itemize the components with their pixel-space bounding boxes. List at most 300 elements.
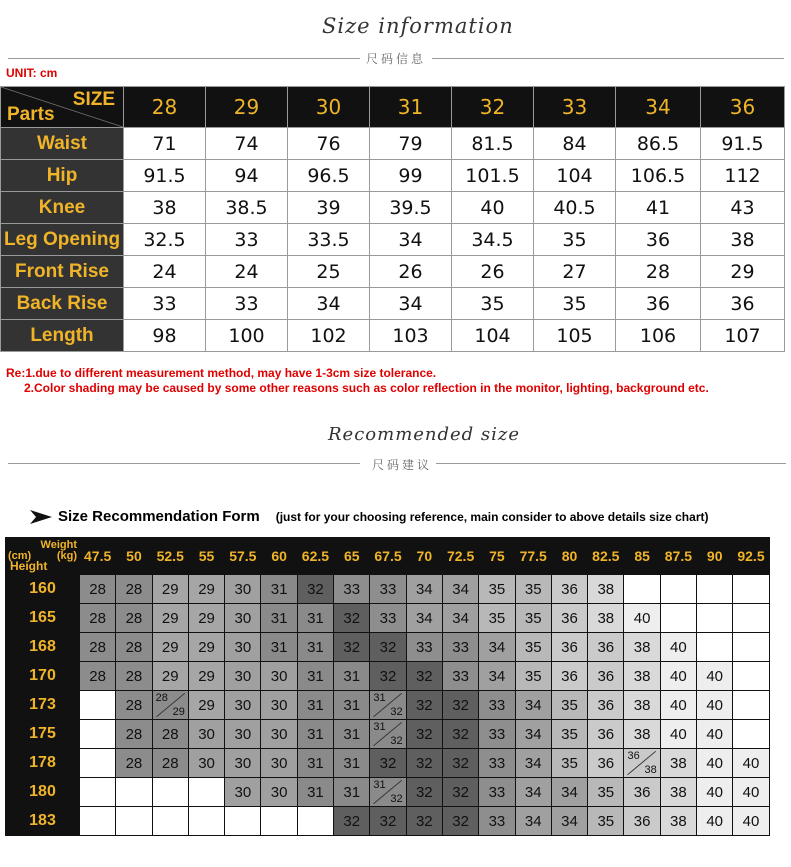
recommended-size-cell: 30 xyxy=(189,720,224,748)
recommended-size-cell: 36 xyxy=(588,691,623,719)
recommended-size-cell: 34 xyxy=(479,662,514,690)
recommended-size-cell: 30 xyxy=(261,749,296,777)
recommended-size-cell: 31 xyxy=(334,778,369,806)
recommended-size-cell xyxy=(624,575,659,603)
recommended-size-cell: 36 xyxy=(588,749,623,777)
recommended-size-cell: 40 xyxy=(624,604,659,632)
height-header: 183 xyxy=(6,807,79,835)
recommended-size-cell: 34 xyxy=(443,575,478,603)
recommended-size-cell: 34 xyxy=(479,633,514,661)
part-name: Knee xyxy=(1,192,124,224)
recommended-size-cell xyxy=(116,807,151,835)
recommended-size-cell xyxy=(370,778,405,806)
recommended-size-cell: 36 xyxy=(588,720,623,748)
recommended-size-cell xyxy=(733,604,768,632)
split-size-b: 32 xyxy=(390,706,403,718)
recommended-size-cell: 32 xyxy=(407,691,442,719)
recommended-size-cell: 40 xyxy=(697,807,732,835)
height-header: 168 xyxy=(6,633,79,661)
recommended-size-cell xyxy=(225,807,260,835)
recommended-size-cell: 31 xyxy=(261,604,296,632)
measurement-cell: 112 xyxy=(701,160,785,192)
recommendation-form-heading xyxy=(30,508,708,525)
recommended-size-cell: 32 xyxy=(334,633,369,661)
measurement-cell: 35 xyxy=(452,288,534,320)
measurement-cell: 100 xyxy=(206,320,288,352)
recommended-size-cell: 36 xyxy=(624,807,659,835)
recommended-size-cell xyxy=(80,720,115,748)
recommended-size-cell: 28 xyxy=(80,662,115,690)
split-size-a: 28 xyxy=(155,692,168,704)
recommended-size-cell: 40 xyxy=(697,720,732,748)
recommended-size-cell xyxy=(298,807,333,835)
size-recommendation-table xyxy=(5,537,770,836)
recommended-size-cell: 38 xyxy=(661,778,696,806)
weight-header: 70 xyxy=(407,538,442,574)
weight-header: 75 xyxy=(479,538,514,574)
measurement-cell: 32.5 xyxy=(124,224,206,256)
recommended-size-cell: 33 xyxy=(443,662,478,690)
note-line-1: Re:1.due to different measurement method, may have 1-3cm size tolerance. xyxy=(6,366,437,380)
recommended-size-cell: 32 xyxy=(407,662,442,690)
split-size-a: 31 xyxy=(373,779,386,791)
measurement-cell: 35 xyxy=(534,224,616,256)
measurement-cell: 81.5 xyxy=(452,128,534,160)
split-size-b: 38 xyxy=(644,764,657,776)
recommended-size-cell: 40 xyxy=(697,778,732,806)
parts-label: Parts xyxy=(7,104,55,125)
size-label: SIZE xyxy=(72,89,115,110)
weight-header: 80 xyxy=(552,538,587,574)
size-row xyxy=(1,128,785,160)
recommended-size-cell: 28 xyxy=(153,749,188,777)
form-note: (just for your choosing reference, main consider to above details size chart) xyxy=(275,510,709,524)
weight-header: 65 xyxy=(334,538,369,574)
recommended-size-cell: 38 xyxy=(624,720,659,748)
recommended-size-cell: 32 xyxy=(370,807,405,835)
size-chart-table xyxy=(0,86,785,352)
recommended-size-cell xyxy=(189,778,224,806)
recommended-size-cell: 35 xyxy=(552,691,587,719)
split-size-b: 29 xyxy=(172,706,185,718)
recommended-size-cell: 33 xyxy=(479,691,514,719)
size-row xyxy=(1,288,785,320)
recommended-size-cell: 40 xyxy=(661,720,696,748)
measurement-cell: 74 xyxy=(206,128,288,160)
recommended-size-cell: 40 xyxy=(661,662,696,690)
recommended-size-cell: 38 xyxy=(661,807,696,835)
recommended-size-cell: 33 xyxy=(479,807,514,835)
measurement-cell: 34 xyxy=(370,224,452,256)
measurement-cell: 91.5 xyxy=(701,128,785,160)
recommended-size-cell: 29 xyxy=(189,604,224,632)
size-information-subtitle: 尺码信息 xyxy=(366,52,427,66)
recommended-size-cell: 32 xyxy=(407,720,442,748)
unit-label: UNIT: cm xyxy=(6,66,58,80)
recommended-size-cell: 40 xyxy=(661,633,696,661)
recommended-size-cell xyxy=(80,749,115,777)
recommended-size-cell: 38 xyxy=(588,575,623,603)
height-row xyxy=(6,633,769,661)
recommended-size-cell xyxy=(697,575,732,603)
measurement-cell: 36 xyxy=(701,288,785,320)
recommended-size-cell: 30 xyxy=(225,691,260,719)
measurement-cell: 33.5 xyxy=(288,224,370,256)
header-divider xyxy=(436,463,786,464)
measurement-cell: 94 xyxy=(206,160,288,192)
recommended-size-cell: 30 xyxy=(225,778,260,806)
recommended-size-cell: 34 xyxy=(516,807,551,835)
measurement-cell: 36 xyxy=(616,224,701,256)
recommended-size-cell xyxy=(370,691,405,719)
recommended-size-cell: 32 xyxy=(443,691,478,719)
recommended-size-cell xyxy=(153,691,188,719)
size-row xyxy=(1,192,785,224)
recommended-size-cell xyxy=(733,633,768,661)
weight-height-corner xyxy=(6,538,79,574)
measurement-cell: 104 xyxy=(534,160,616,192)
measurement-cell: 35 xyxy=(534,288,616,320)
recommended-size-cell: 32 xyxy=(443,749,478,777)
recommended-size-cell xyxy=(80,807,115,835)
recommended-size-cell: 40 xyxy=(697,691,732,719)
size-header: 33 xyxy=(534,87,616,128)
measurement-cell: 101.5 xyxy=(452,160,534,192)
recommended-size-cell: 30 xyxy=(189,749,224,777)
recommended-size-cell: 38 xyxy=(588,604,623,632)
header-divider xyxy=(432,58,784,59)
recommended-size-cell: 32 xyxy=(443,778,478,806)
split-size-a: 31 xyxy=(373,692,386,704)
height-row xyxy=(6,575,769,603)
recommended-size-cell: 34 xyxy=(407,575,442,603)
recommended-size-cell: 29 xyxy=(189,691,224,719)
recommended-size-cell: 32 xyxy=(334,807,369,835)
recommended-size-cell: 29 xyxy=(153,604,188,632)
recommended-size-cell xyxy=(116,778,151,806)
recommended-size-cell: 32 xyxy=(370,662,405,690)
recommended-size-cell: 40 xyxy=(661,691,696,719)
size-header: 36 xyxy=(701,87,785,128)
recommended-size-cell xyxy=(733,720,768,748)
measurement-cell: 40 xyxy=(452,192,534,224)
recommended-size-cell: 36 xyxy=(552,633,587,661)
weight-header: 77.5 xyxy=(516,538,551,574)
recommended-size-cell: 38 xyxy=(624,691,659,719)
size-header: 29 xyxy=(206,87,288,128)
kg-label: (kg) xyxy=(56,550,77,562)
measurement-cell: 91.5 xyxy=(124,160,206,192)
measurement-cell: 71 xyxy=(124,128,206,160)
recommended-size-cell: 32 xyxy=(334,604,369,632)
measurement-cell: 107 xyxy=(701,320,785,352)
weight-header: 82.5 xyxy=(588,538,623,574)
measurement-cell: 98 xyxy=(124,320,206,352)
recommended-size-cell: 35 xyxy=(479,604,514,632)
recommended-size-cell: 35 xyxy=(516,604,551,632)
recommended-size-cell: 28 xyxy=(116,604,151,632)
recommended-size-cell: 31 xyxy=(334,662,369,690)
recommended-size-cell: 29 xyxy=(153,662,188,690)
recommended-size-cell: 28 xyxy=(116,662,151,690)
recommended-size-cell: 30 xyxy=(225,604,260,632)
weight-header: 72.5 xyxy=(443,538,478,574)
recommended-size-cell: 35 xyxy=(516,633,551,661)
recommended-size-cell xyxy=(733,575,768,603)
part-name: Leg Opening xyxy=(1,224,124,256)
height-row xyxy=(6,807,769,835)
recommended-size-cell: 40 xyxy=(697,749,732,777)
recommended-size-cell: 34 xyxy=(516,778,551,806)
notes xyxy=(6,366,709,396)
height-row xyxy=(6,720,769,748)
recommended-size-cell: 28 xyxy=(80,604,115,632)
recommended-size-cell: 30 xyxy=(225,575,260,603)
measurement-cell: 38.5 xyxy=(206,192,288,224)
height-label: Height xyxy=(10,559,48,573)
recommended-size-cell: 31 xyxy=(334,691,369,719)
part-name: Waist xyxy=(1,128,124,160)
measurement-cell: 36 xyxy=(616,288,701,320)
height-header: 165 xyxy=(6,604,79,632)
recommended-size-cell: 28 xyxy=(153,720,188,748)
recommended-size-cell: 35 xyxy=(552,749,587,777)
height-header: 170 xyxy=(6,662,79,690)
recommended-size-cell: 30 xyxy=(225,720,260,748)
weight-label: Weight xyxy=(40,539,77,551)
arrow-icon xyxy=(30,510,52,524)
measurement-cell: 106 xyxy=(616,320,701,352)
recommended-size-cell xyxy=(624,749,659,777)
height-row xyxy=(6,662,769,690)
recommended-size-cell: 34 xyxy=(516,691,551,719)
header-divider xyxy=(8,463,360,464)
recommended-size-cell: 28 xyxy=(116,691,151,719)
recommended-size-cell xyxy=(189,807,224,835)
measurement-cell: 33 xyxy=(206,224,288,256)
measurement-cell: 102 xyxy=(288,320,370,352)
recommended-size-cell: 31 xyxy=(298,662,333,690)
height-header: 173 xyxy=(6,691,79,719)
size-header: 31 xyxy=(370,87,452,128)
recommended-size-cell: 33 xyxy=(334,575,369,603)
recommended-size-cell: 31 xyxy=(298,604,333,632)
recommended-size-cell: 30 xyxy=(225,749,260,777)
recommended-size-cell: 40 xyxy=(733,778,768,806)
recommended-size-cell: 35 xyxy=(516,575,551,603)
measurement-cell: 84 xyxy=(534,128,616,160)
recommended-size-cell: 34 xyxy=(443,604,478,632)
measurement-cell: 79 xyxy=(370,128,452,160)
measurement-cell: 26 xyxy=(370,256,452,288)
recommended-size-cell: 34 xyxy=(552,807,587,835)
recommended-size-cell: 32 xyxy=(443,720,478,748)
weight-header: 47.5 xyxy=(80,538,115,574)
measurement-cell: 24 xyxy=(206,256,288,288)
measurement-cell: 104 xyxy=(452,320,534,352)
recommended-size-cell: 34 xyxy=(516,720,551,748)
recommended-size-cell: 31 xyxy=(334,720,369,748)
recommended-size-cell: 31 xyxy=(298,778,333,806)
weight-header: 52.5 xyxy=(153,538,188,574)
weight-header: 60 xyxy=(261,538,296,574)
recommended-size-cell xyxy=(697,633,732,661)
recommended-size-cell: 38 xyxy=(624,662,659,690)
recommended-size-cell: 28 xyxy=(80,575,115,603)
recommended-size-cell: 31 xyxy=(261,633,296,661)
recommended-size-cell xyxy=(661,604,696,632)
recommended-size-cell: 32 xyxy=(407,749,442,777)
measurement-cell: 34.5 xyxy=(452,224,534,256)
recommended-size-cell: 29 xyxy=(153,575,188,603)
size-parts-corner xyxy=(1,87,124,128)
split-size-a: 36 xyxy=(627,750,640,762)
measurement-cell: 38 xyxy=(124,192,206,224)
recommended-size-cell xyxy=(661,575,696,603)
measurement-cell: 33 xyxy=(206,288,288,320)
recommended-size-cell: 30 xyxy=(261,691,296,719)
recommended-size-cell: 38 xyxy=(661,749,696,777)
measurement-cell: 76 xyxy=(288,128,370,160)
recommended-size-cell: 28 xyxy=(116,633,151,661)
recommended-size-cell: 30 xyxy=(225,633,260,661)
measurement-cell: 96.5 xyxy=(288,160,370,192)
form-title: Size Recommendation Form xyxy=(58,508,260,525)
recommended-size-cell: 32 xyxy=(370,749,405,777)
recommended-size-cell: 31 xyxy=(298,691,333,719)
measurement-cell: 99 xyxy=(370,160,452,192)
recommended-size-cell: 30 xyxy=(225,662,260,690)
recommended-size-title: Recommended size xyxy=(328,424,521,445)
recommended-size-cell xyxy=(697,604,732,632)
recommended-size-cell: 33 xyxy=(370,575,405,603)
recommended-size-cell: 28 xyxy=(116,749,151,777)
size-row xyxy=(1,320,785,352)
recommended-size-cell: 32 xyxy=(407,778,442,806)
recommended-size-cell: 40 xyxy=(697,662,732,690)
cm-label: (cm) xyxy=(8,550,32,562)
height-row xyxy=(6,604,769,632)
recommended-size-cell xyxy=(153,778,188,806)
recommended-size-cell: 33 xyxy=(407,633,442,661)
part-name: Back Rise xyxy=(1,288,124,320)
recommended-size-cell: 36 xyxy=(552,662,587,690)
measurement-cell: 40.5 xyxy=(534,192,616,224)
recommended-size-cell: 28 xyxy=(80,633,115,661)
measurement-cell: 27 xyxy=(534,256,616,288)
split-size-a: 31 xyxy=(373,721,386,733)
recommended-size-cell: 30 xyxy=(261,778,296,806)
recommended-size-cell: 32 xyxy=(407,807,442,835)
measurement-cell: 43 xyxy=(701,192,785,224)
recommended-size-cell: 28 xyxy=(116,720,151,748)
size-header: 28 xyxy=(124,87,206,128)
weight-header: 92.5 xyxy=(733,538,768,574)
height-header: 160 xyxy=(6,575,79,603)
measurement-cell: 28 xyxy=(616,256,701,288)
recommended-size-cell: 34 xyxy=(516,749,551,777)
recommended-size-cell: 36 xyxy=(588,662,623,690)
weight-header: 57.5 xyxy=(225,538,260,574)
weight-header: 55 xyxy=(189,538,224,574)
recommended-size-cell xyxy=(80,691,115,719)
size-row xyxy=(1,160,785,192)
measurement-cell: 38 xyxy=(701,224,785,256)
measurement-cell: 34 xyxy=(370,288,452,320)
recommended-size-cell xyxy=(80,778,115,806)
recommended-size-cell: 34 xyxy=(407,604,442,632)
measurement-cell: 29 xyxy=(701,256,785,288)
recommended-size-cell: 31 xyxy=(261,575,296,603)
recommended-size-cell: 35 xyxy=(516,662,551,690)
recommended-size-cell: 30 xyxy=(261,662,296,690)
recommended-size-cell: 33 xyxy=(370,604,405,632)
recommended-size-cell xyxy=(733,691,768,719)
recommended-size-cell: 31 xyxy=(334,749,369,777)
recommended-size-cell: 32 xyxy=(443,807,478,835)
size-header: 32 xyxy=(452,87,534,128)
measurement-cell: 26 xyxy=(452,256,534,288)
measurement-cell: 86.5 xyxy=(616,128,701,160)
height-row xyxy=(6,749,769,777)
recommended-size-cell: 31 xyxy=(298,749,333,777)
recommended-size-cell: 29 xyxy=(189,575,224,603)
part-name: Hip xyxy=(1,160,124,192)
recommended-size-cell: 33 xyxy=(443,633,478,661)
recommended-size-cell: 32 xyxy=(370,633,405,661)
recommended-size-cell: 36 xyxy=(588,633,623,661)
recommended-size-cell: 35 xyxy=(552,720,587,748)
size-header: 34 xyxy=(616,87,701,128)
size-row xyxy=(1,256,785,288)
weight-header: 90 xyxy=(697,538,732,574)
recommended-size-cell: 36 xyxy=(624,778,659,806)
size-header: 30 xyxy=(288,87,370,128)
measurement-cell: 25 xyxy=(288,256,370,288)
recommended-size-cell: 36 xyxy=(552,604,587,632)
recommended-size-cell: 31 xyxy=(298,633,333,661)
measurement-cell: 24 xyxy=(124,256,206,288)
measurement-cell: 34 xyxy=(288,288,370,320)
part-name: Front Rise xyxy=(1,256,124,288)
height-header: 178 xyxy=(6,749,79,777)
recommended-size-cell: 40 xyxy=(733,807,768,835)
measurement-cell: 103 xyxy=(370,320,452,352)
measurement-cell: 105 xyxy=(534,320,616,352)
measurement-cell: 33 xyxy=(124,288,206,320)
recommended-size-cell xyxy=(261,807,296,835)
weight-header: 67.5 xyxy=(370,538,405,574)
weight-header: 50 xyxy=(116,538,151,574)
size-row xyxy=(1,224,785,256)
recommended-size-cell: 30 xyxy=(261,720,296,748)
recommended-size-cell: 40 xyxy=(733,749,768,777)
recommended-size-cell: 33 xyxy=(479,778,514,806)
recommended-size-subtitle: 尺码建议 xyxy=(372,458,433,472)
split-size-b: 32 xyxy=(390,793,403,805)
recommended-size-cell: 28 xyxy=(116,575,151,603)
recommended-size-cell xyxy=(733,662,768,690)
recommended-size-cell: 29 xyxy=(189,662,224,690)
weight-header: 62.5 xyxy=(298,538,333,574)
recommended-size-cell: 38 xyxy=(624,633,659,661)
height-header: 175 xyxy=(6,720,79,748)
recommended-size-cell: 35 xyxy=(588,807,623,835)
recommended-size-cell: 29 xyxy=(153,633,188,661)
recommended-size-cell: 32 xyxy=(298,575,333,603)
recommended-size-cell: 33 xyxy=(479,749,514,777)
measurement-cell: 41 xyxy=(616,192,701,224)
